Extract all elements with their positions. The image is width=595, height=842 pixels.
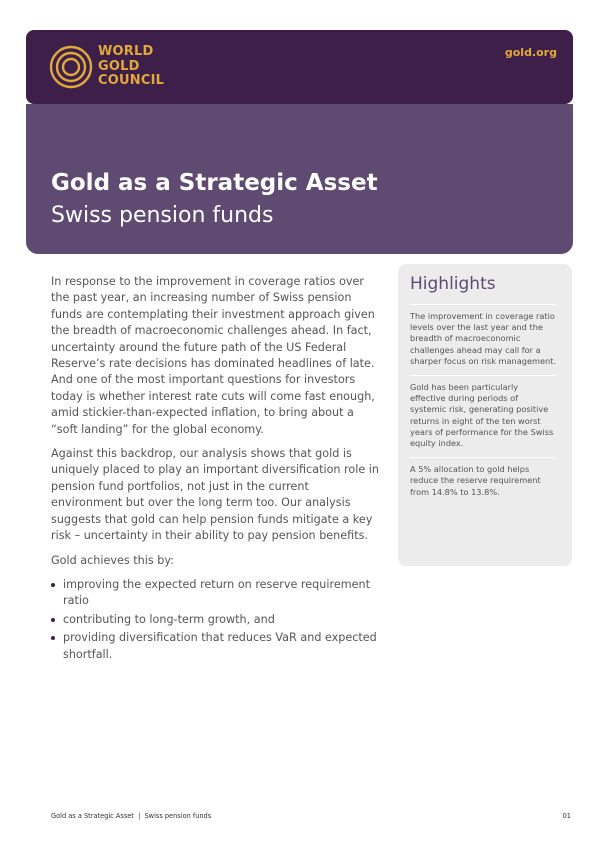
body-paragraph-1: In response to the improvement in coverage ratios over the past year, an increasing number of Swiss pension funds are contemplating their investment approach given the breadth of macroeconomic challenges ahead. In fact, uncertainty around the future path of the US Federal Reserve’s rate decisions has dominated headlines of late. And one of the most important questions for investors today is whether interest rate cuts will come fast enough, amid stickier-than-expected inflation, to bring about a “soft landing” for the global economy. xyxy=(51,275,375,436)
page-subtitle: Swiss pension funds xyxy=(51,203,274,228)
body-paragraph-2: Against this backdrop, our analysis shows that gold is uniquely placed to play an important diversification role in pension fund portfolios, not just in the current environment but over the long term too. Our analysis suggests that gold can help pension funds mitigate a key risk – uncertainty in their ability to pay pension benefits. xyxy=(51,447,379,543)
page-number: 01 xyxy=(562,812,571,820)
bullet-icon xyxy=(51,618,55,622)
logo-line-1: WORLD xyxy=(98,44,154,59)
bullet-text: improving the expected return on reserve requirement ratio xyxy=(63,577,370,608)
highlight-item-1: The improvement in coverage ratio levels over the last year and the breadth of macroeconomic challenges ahead may call for a sharper focus on risk management. xyxy=(410,304,556,375)
concentric-rings-icon xyxy=(48,44,94,90)
bullet-icon xyxy=(51,636,55,640)
highlights-list xyxy=(410,304,556,506)
benefit-list xyxy=(51,577,381,663)
body-paragraph-3: Gold achieves this by: xyxy=(51,553,174,567)
list-item xyxy=(51,577,381,610)
bullet-text: contributing to long-term growth, and xyxy=(63,612,275,626)
highlight-item-3: A 5% allocation to gold helps reduce the reserve requirement from 14.8% to 13.8%. xyxy=(410,457,556,506)
main-body xyxy=(51,274,381,665)
highlights-heading: Highlights xyxy=(410,274,496,294)
world-gold-council-logo xyxy=(48,44,188,92)
footer-title: Gold as a Strategic Asset | Swiss pension funds xyxy=(51,812,212,820)
logo-line-2: GOLD xyxy=(98,58,140,74)
logo-line-3: COUNCIL xyxy=(98,73,165,88)
site-link[interactable]: gold.org xyxy=(504,46,557,59)
bullet-text: providing diversification that reduces VaR and expected shortfall. xyxy=(63,631,377,661)
list-item xyxy=(51,612,381,628)
highlight-item-2: Gold has been particularly effective during periods of systemic risk, generating positive returns in eight of the ten worst years of performance for the Swiss equity index. xyxy=(410,375,556,457)
highlights-panel xyxy=(398,264,572,566)
logo-wordmark xyxy=(98,45,164,89)
page-title: Gold as a Strategic Asset xyxy=(51,170,378,196)
list-item xyxy=(51,630,381,663)
bullet-icon xyxy=(51,583,55,587)
